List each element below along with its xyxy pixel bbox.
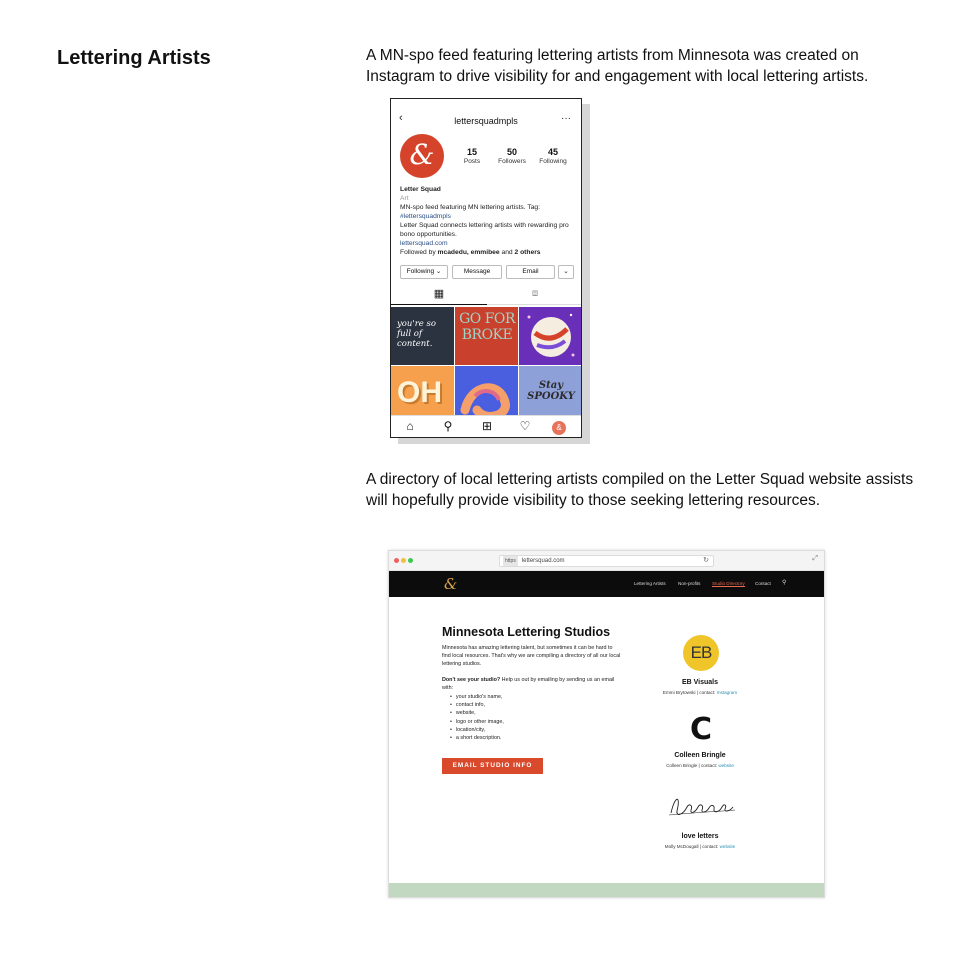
studio-owner: Colleen Bringle | contact: <box>666 763 719 768</box>
post-tile[interactable] <box>391 307 454 365</box>
eb-visuals-logo: EB <box>683 635 719 671</box>
bio-hashtag[interactable]: #lettersquadmpls <box>400 213 451 220</box>
bio-line: Letter Squad connects lettering artists with rewarding pro bono opportunities. <box>400 222 569 238</box>
nav-studio-directory[interactable]: Studio Directory <box>712 581 745 586</box>
stat-label: Following <box>539 158 567 165</box>
studio-instagram-link[interactable]: Instagram <box>716 690 738 695</box>
instagram-header <box>391 99 581 139</box>
close-window-dot[interactable] <box>394 558 399 563</box>
search-icon[interactable]: ⚲ <box>782 580 787 586</box>
post-tile[interactable] <box>455 307 518 365</box>
post-tile-lettering: OH <box>397 376 442 409</box>
list-item: • a short description. <box>450 734 620 742</box>
bio-name: Letter Squad <box>400 186 441 193</box>
studio-website-link[interactable]: website <box>719 844 736 849</box>
studio-request-rest: Help us out by emailing by sending us an email with: <box>442 677 615 691</box>
grid-tab-icon[interactable]: ▦ <box>391 285 487 305</box>
followed-names[interactable]: mcadedu, emmibee <box>437 249 500 256</box>
site-navbar <box>389 571 824 597</box>
bio-category: Art <box>400 195 409 202</box>
stat-following[interactable] <box>531 147 575 165</box>
profile-username: lettersquadmpls <box>454 116 518 126</box>
email-studio-info-button[interactable]: EMAIL STUDIO INFO <box>442 758 543 774</box>
stat-posts[interactable] <box>450 147 494 165</box>
list-item: • contact info, <box>450 701 620 709</box>
followed-prefix: Followed by <box>400 249 438 256</box>
stat-followers[interactable] <box>490 147 534 165</box>
instagram-profile-mockup <box>390 98 582 438</box>
address-bar[interactable] <box>499 555 714 567</box>
followed-others[interactable]: 2 others <box>514 249 541 256</box>
studio-contact <box>645 763 755 768</box>
nav-non-profits[interactable]: Non-profits <box>678 581 701 586</box>
post-grid <box>391 307 582 415</box>
website-browser-mockup <box>388 550 825 898</box>
bio-line: MN-spo feed featuring MN lettering artists. Tag: <box>400 204 541 211</box>
site-footer <box>389 883 824 897</box>
browser-chrome <box>389 551 824 571</box>
search-icon[interactable]: ⚲ <box>443 419 453 433</box>
reload-icon[interactable]: ↻ <box>703 557 709 564</box>
ampersand-logo-icon: & <box>409 138 435 171</box>
studio-request-bold: Don't see your studio? <box>442 677 501 683</box>
fullscreen-icon[interactable]: ⤢ <box>812 555 818 562</box>
bio-website-link[interactable]: lettersquad.com <box>400 240 448 247</box>
email-button[interactable]: Email <box>506 265 555 279</box>
instagram-bottom-nav <box>391 415 581 438</box>
studio-name: Colleen Bringle <box>674 752 726 759</box>
love-letters-script-logo <box>667 791 737 821</box>
home-icon[interactable]: ⌂ <box>406 419 414 433</box>
studio-contact <box>645 690 755 695</box>
studio-website-link[interactable]: website <box>718 763 734 768</box>
list-item: • logo or other image, <box>450 718 620 726</box>
post-tile-lettering: GO FOR BROKE <box>459 311 515 343</box>
post-tile-lettering: Stay SPOOKY <box>527 380 575 402</box>
stat-value: 15 <box>466 147 477 157</box>
following-button[interactable]: Following ⌄ <box>400 265 448 279</box>
studio-contact <box>645 844 755 849</box>
nav-contact[interactable]: Contact <box>755 581 771 586</box>
moon-illustration <box>519 307 582 365</box>
followed-mid: and <box>499 249 515 256</box>
maximize-window-dot[interactable] <box>408 558 413 563</box>
requested-info-list <box>450 693 620 742</box>
profile-tabs <box>391 285 581 305</box>
back-icon[interactable]: ‹ <box>399 112 403 124</box>
studio-name: love letters <box>681 833 719 840</box>
studio-card-eb-visuals <box>645 679 755 695</box>
list-item: • website, <box>450 709 620 717</box>
page-intro: Minnesota has amazing lettering talent, but sometimes it can be hard to find local resources. That's why we are compiling a directory of all our local lettering studios. <box>442 645 621 667</box>
followed-by <box>400 248 578 257</box>
profile-tab-icon[interactable]: & <box>552 421 566 435</box>
stat-label: Posts <box>463 158 481 165</box>
more-options-icon[interactable]: ··· <box>561 113 571 124</box>
url-text: lettersquad.com <box>521 558 565 564</box>
studio-request <box>442 677 622 693</box>
profile-bio <box>400 185 578 257</box>
page-heading: Minnesota Lettering Studios <box>442 625 611 639</box>
studio-card-love-letters <box>645 833 755 849</box>
suggested-dropdown-button[interactable]: ⌄ <box>558 265 574 279</box>
studio-owner: Molly McDougall | contact: <box>664 844 720 849</box>
studio-owner: Emmi Brytowski | contact: <box>662 690 717 695</box>
nav-lettering-artists[interactable]: Lettering Artists <box>634 581 666 586</box>
list-item: • your studio's name, <box>450 693 620 701</box>
minimize-window-dot[interactable] <box>401 558 406 563</box>
post-tile[interactable] <box>519 307 582 365</box>
profile-avatar[interactable] <box>400 134 444 178</box>
new-post-icon[interactable]: ⊞ <box>481 419 493 433</box>
letter-squad-logo[interactable]: & <box>444 575 458 593</box>
tagged-tab-icon[interactable]: ⧈ <box>531 288 539 299</box>
post-tile-lettering: you're so full of content. <box>397 319 437 349</box>
activity-heart-icon[interactable]: ♡ <box>519 419 531 433</box>
section-title: Lettering Artists <box>57 47 211 69</box>
studio-name: EB Visuals <box>681 679 719 686</box>
list-item: • location/city, <box>450 726 620 734</box>
directory-description: A directory of local lettering artists compiled on the Letter Squad website assists will hopefully provide visibility to those seeking lettering resources. <box>366 471 914 509</box>
studio-card-colleen-bringle <box>645 752 755 768</box>
stat-value: 50 <box>506 147 517 157</box>
stat-label: Followers <box>498 158 526 165</box>
stat-value: 45 <box>547 147 558 157</box>
secure-lock-icon: https <box>505 558 516 564</box>
colleen-bringle-logo: C <box>689 712 713 747</box>
message-button[interactable]: Message <box>452 265 502 279</box>
instagram-description: A MN-spo feed featuring lettering artists from Minnesota was created on Instagram to drive visibility for and engagement with local lettering artists. <box>366 47 869 85</box>
